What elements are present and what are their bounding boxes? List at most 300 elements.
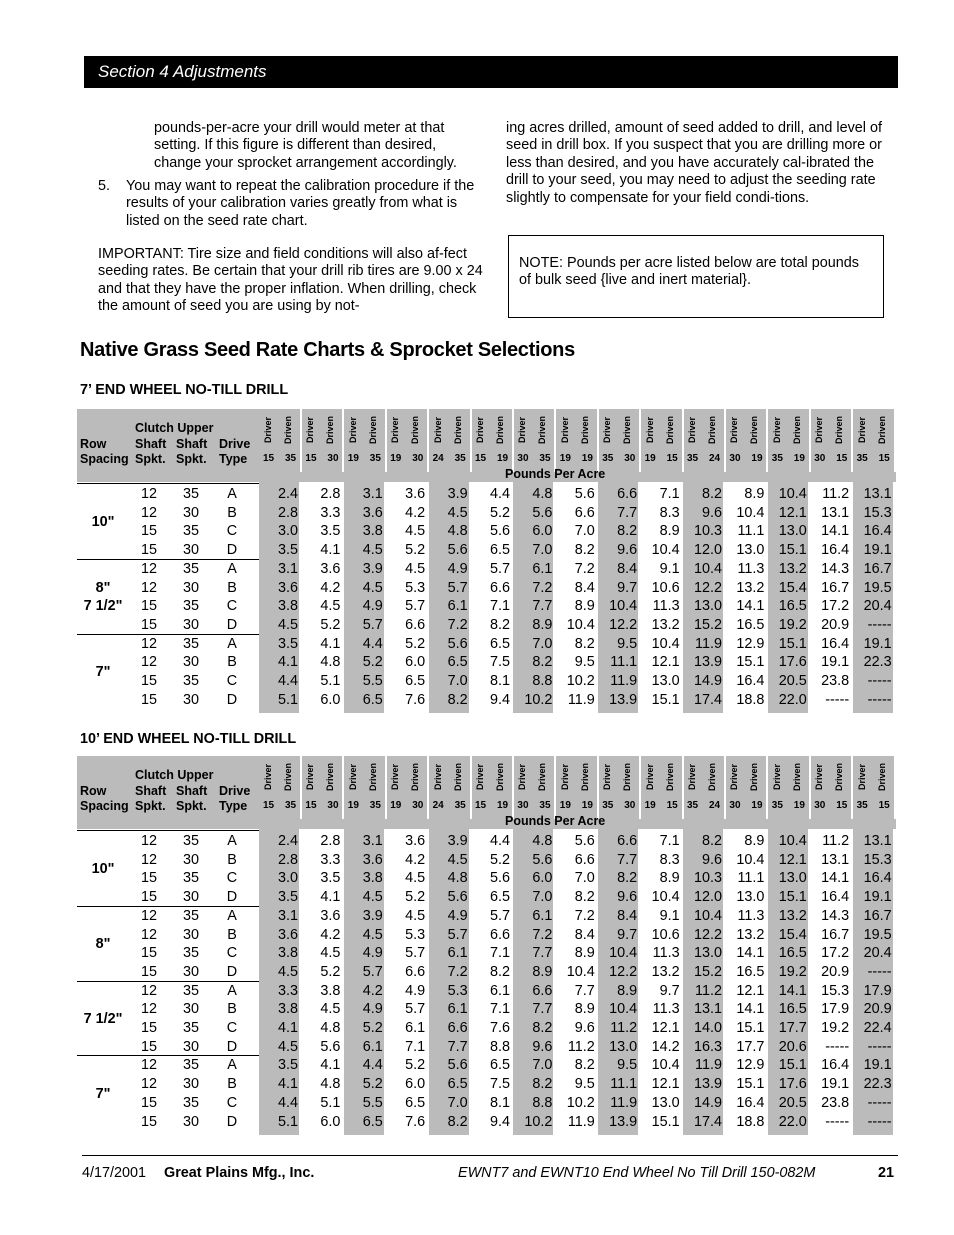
rate-cell: 9.5	[617, 635, 638, 652]
rate-cell: 3.9	[447, 833, 468, 849]
rate-cell: 8.9	[659, 870, 680, 887]
header-driver-teeth: 30	[814, 800, 826, 811]
rate-cell: 6.6	[617, 486, 638, 502]
rate-cell: 13.2	[778, 907, 807, 924]
rate-cell: 5.6	[447, 1057, 468, 1074]
header-driver-label: Driver	[305, 417, 316, 444]
rate-cell: 8.2	[532, 1020, 553, 1036]
drive-type-cell: D	[226, 1113, 238, 1130]
rate-cell: 7.7	[617, 851, 638, 868]
rate-cell: 5.6	[447, 542, 468, 559]
header-driven-label: Driven	[791, 416, 802, 445]
rate-cell: 12.9	[736, 1057, 765, 1074]
header-column-divider	[724, 409, 726, 472]
rate-cell: 16.4	[821, 542, 850, 559]
header-driven-label: Driven	[537, 763, 548, 792]
header-driver-teeth: 15	[263, 800, 275, 811]
rate-cell: 5.2	[320, 963, 341, 980]
header-driver-teeth: 30	[729, 453, 741, 464]
rate-cell: 16.4	[863, 523, 892, 540]
rate-cell: 11.3	[652, 1001, 680, 1018]
rate-cell: 14.1	[778, 982, 807, 999]
rate-cell: 4.4	[489, 833, 510, 849]
header-driver-teeth: 15	[305, 453, 317, 464]
header-driven-teeth: 19	[751, 800, 763, 811]
header-driven-teeth: 15	[836, 453, 848, 464]
rate-cell: 8.9	[532, 616, 553, 633]
rate-cell: 5.2	[362, 1020, 383, 1036]
rate-cell: 4.4	[277, 673, 298, 689]
header-driven-label: Driven	[707, 416, 717, 445]
header-driven-label: Driven	[622, 763, 633, 792]
rate-cell: 5.7	[447, 926, 468, 943]
rate-cell: 5.7	[489, 907, 510, 924]
rate-cell: 7.2	[574, 560, 595, 577]
rate-cell: 3.6	[405, 486, 426, 502]
rate-cell: 17.2	[821, 945, 850, 962]
rate-cell: 16.3	[693, 1038, 722, 1055]
clutch-upper-cell: 15	[140, 1113, 157, 1130]
header-column-divider	[682, 756, 684, 819]
header-driver-teeth: 15	[475, 453, 487, 464]
rate-cell: 7.0	[532, 889, 553, 906]
rate-cell: 10.2	[566, 1094, 595, 1111]
rate-cell: 19.2	[778, 963, 807, 980]
header-driven-label: Driven	[834, 763, 845, 792]
header-driver-label: Driver	[263, 764, 273, 791]
rate-cell: 10.4	[609, 945, 638, 962]
header-column-divider	[766, 756, 768, 819]
rate-cell: 5.7	[405, 945, 426, 962]
rate-cell: 10.4	[736, 851, 765, 868]
header-driven-teeth: 35	[369, 453, 381, 464]
header-row: Row	[80, 437, 107, 451]
rate-cell: 4.5	[362, 889, 383, 906]
rate-cell: 11.1	[737, 523, 765, 540]
row-spacing-label: 8"	[95, 580, 111, 597]
rate-cell: 8.8	[489, 1038, 510, 1055]
rate-cell: 5.2	[405, 1057, 426, 1074]
rate-cell: 8.2	[574, 1057, 595, 1074]
rate-cell: 4.2	[405, 504, 426, 521]
rate-cell: 2.4	[277, 833, 298, 849]
rate-cell: 16.5	[736, 963, 765, 980]
header-driver-teeth: 35	[687, 800, 699, 811]
rate-cell: 10.2	[524, 1113, 553, 1130]
rate-cell: 6.5	[489, 889, 510, 906]
rate-cell: 3.9	[362, 907, 383, 924]
rate-cell: 7.0	[574, 870, 595, 887]
rate-cell: 5.1	[277, 1113, 298, 1130]
rate-cell: 4.5	[447, 504, 468, 521]
rate-cell: 5.2	[320, 616, 341, 633]
header-column-divider	[597, 756, 599, 819]
rate-cell: 4.5	[362, 579, 383, 596]
rate-cell: 8.9	[617, 982, 638, 999]
paragraph-continued: pounds-per-acre your drill would meter at that setting. If this figure is different than desired, change your sprocket arrangement accordingly.	[154, 120, 457, 171]
rate-cell: 12.1	[778, 504, 807, 521]
header-driven-label: Driven	[495, 763, 505, 792]
rate-cell: 10.4	[609, 598, 638, 615]
rate-cell: 8.9	[744, 833, 765, 849]
rate-cell: 7.5	[489, 654, 510, 671]
header-spkt-1: Spkt.	[135, 799, 166, 813]
header-driven-teeth: 35	[539, 453, 551, 464]
rate-cell: 4.8	[447, 870, 468, 887]
rate-cell: 15.1	[778, 635, 807, 652]
header-driven-teeth: 19	[793, 453, 805, 464]
rate-cell: 7.0	[532, 542, 553, 559]
shaft-spkt-cell: 30	[182, 889, 199, 906]
rate-cell: 7.0	[532, 635, 553, 652]
rate-cell: 10.6	[651, 926, 680, 943]
list-number: 5.	[98, 178, 111, 194]
header-driven-label: Driven	[452, 416, 463, 445]
header-column-divider	[724, 756, 726, 819]
rate-cell: 13.0	[736, 889, 765, 906]
header-driver-label: Driver	[729, 417, 740, 444]
header-driver-label: Driver	[602, 764, 613, 791]
header-column-divider	[682, 409, 684, 472]
header-column-divider	[385, 756, 387, 819]
rate-cell: 5.2	[405, 542, 426, 559]
clutch-upper-cell: 12	[140, 560, 157, 577]
rate-cell: 6.6	[574, 504, 595, 521]
shaft-spkt-cell: 35	[182, 870, 199, 887]
rate-cell: 5.7	[447, 579, 468, 596]
rate-cell: 10.3	[693, 523, 722, 540]
header-driver-label: Driver	[475, 417, 485, 444]
rate-cell: 4.5	[405, 560, 426, 577]
header-type: Type	[219, 452, 248, 466]
shaft-spkt-cell: 35	[182, 1057, 199, 1074]
drive-type-cell: B	[227, 1001, 237, 1018]
rate-cell: 7.1	[405, 1038, 426, 1055]
rate-cell: 10.6	[651, 579, 680, 596]
drive-type-cell: B	[227, 1076, 237, 1093]
rate-cell: 8.8	[532, 673, 553, 689]
rate-cell: 18.8	[736, 691, 765, 708]
rate-cell: 19.1	[821, 654, 850, 671]
rate-cell: 9.5	[574, 1076, 595, 1093]
rate-cell: 19.1	[863, 1057, 892, 1074]
header-driven-label: Driven	[283, 416, 293, 445]
rate-cell: 5.3	[405, 926, 426, 943]
rate-cell: 15.1	[736, 1076, 765, 1093]
header-driver-label: Driver	[644, 764, 655, 791]
rate-cell: 5.7	[405, 1001, 426, 1018]
header-column-divider	[342, 756, 344, 819]
rate-cell: 3.3	[320, 851, 341, 868]
rate-cell: 9.4	[489, 691, 510, 708]
clutch-upper-cell: 12	[140, 486, 157, 502]
rate-cell: 4.4	[362, 635, 383, 652]
rate-cell: 10.4	[566, 963, 595, 980]
header-driver-teeth: 19	[390, 453, 402, 464]
clutch-upper-cell: 15	[140, 691, 157, 708]
footer-date: 4/17/2001	[82, 1165, 147, 1181]
rate-cell: 3.8	[320, 982, 341, 999]
rate-cell: 4.9	[362, 945, 383, 962]
rate-cell: 4.9	[362, 1001, 383, 1018]
header-column-divider	[851, 409, 853, 472]
header-driver-teeth: 35	[856, 453, 868, 464]
clutch-upper-cell: 12	[140, 635, 157, 652]
rate-cell: 3.6	[320, 560, 341, 577]
header-driver-teeth: 30	[517, 453, 529, 464]
header-driver-teeth: 24	[432, 800, 444, 811]
rate-cell: 17.7	[778, 1020, 807, 1036]
rate-cell: 13.1	[693, 1001, 722, 1018]
rate-cell: 8.2	[532, 654, 553, 671]
rate-cell: 20.4	[863, 598, 892, 615]
clutch-upper-cell: 15	[140, 1020, 157, 1036]
rate-cell: 7.0	[447, 1094, 468, 1111]
rate-cell: 15.1	[736, 654, 765, 671]
rate-cell: 12.2	[693, 926, 722, 943]
rate-cell: -----	[867, 1113, 892, 1130]
rate-cell: 14.1	[736, 945, 765, 962]
rate-cell: 13.0	[651, 673, 680, 689]
rate-cell: 5.2	[489, 504, 510, 521]
rate-cell: 12.2	[609, 616, 638, 633]
header-column-divider	[554, 756, 556, 819]
rate-cell: 4.9	[447, 560, 468, 577]
rate-cell: 5.2	[489, 851, 510, 868]
rate-cell: 12.1	[651, 1020, 680, 1036]
rate-cell: 12.1	[651, 1076, 680, 1093]
row-spacing-label: 10"	[91, 861, 115, 878]
drive-type-cell: B	[227, 579, 237, 596]
header-drive: Drive	[219, 784, 251, 798]
rate-cell: 15.4	[778, 579, 807, 596]
rate-cell: 15.2	[693, 616, 722, 633]
rate-cell: 3.1	[362, 486, 383, 502]
rate-cell: 3.5	[277, 1057, 298, 1074]
rate-cell: 4.4	[277, 1094, 298, 1111]
rate-cell: 12.0	[693, 889, 722, 906]
important-paragraph: IMPORTANT: Tire size and field conditions will also af-fect seeding rates. Be certain that your drill rib tires are 9.00 x 24 and that they have the proper inflation. When drilling, check the amount of seed you are using by not-	[98, 246, 483, 315]
rate-cell: 6.6	[405, 616, 426, 633]
clutch-upper-cell: 12	[140, 1057, 157, 1074]
drive-type-cell: A	[227, 907, 237, 924]
rate-cell: 3.6	[320, 907, 341, 924]
rate-cell: 4.1	[277, 654, 298, 671]
rate-cell: 11.2	[610, 1020, 638, 1036]
rate-cell: 8.2	[617, 870, 638, 887]
header-driver-label: Driver	[517, 764, 528, 791]
rate-cell: 15.3	[863, 504, 892, 521]
header-driver-teeth: 19	[644, 453, 656, 464]
header-driver-label: Driver	[729, 764, 740, 791]
rate-cell: 23.8	[821, 1094, 850, 1111]
header-driven-label: Driven	[452, 763, 463, 792]
header-driven-label: Driven	[410, 416, 421, 445]
header-shaft-1: Shaft	[135, 784, 167, 798]
header-column-divider	[470, 756, 472, 819]
rate-cell: 8.9	[574, 598, 595, 615]
rate-cell: 6.1	[532, 907, 553, 924]
rate-cell: 2.4	[277, 486, 298, 502]
rate-cell: 7.7	[574, 982, 595, 999]
rate-cell: 3.6	[277, 579, 298, 596]
header-column-divider	[342, 409, 344, 472]
rate-cell: 5.6	[320, 1038, 341, 1055]
clutch-upper-cell: 12	[140, 504, 157, 521]
rate-cell: 13.0	[736, 542, 765, 559]
rate-cell: 12.0	[693, 542, 722, 559]
rate-cell: 14.9	[693, 1094, 722, 1111]
rate-cell: 9.5	[617, 1057, 638, 1074]
rate-cell: 4.2	[362, 982, 383, 999]
rate-cell: 22.3	[863, 1076, 892, 1093]
rate-cell: 3.5	[320, 870, 341, 887]
header-drive: Drive	[219, 437, 251, 451]
rate-cell: 5.6	[447, 889, 468, 906]
rate-cell: 4.1	[320, 542, 341, 559]
rate-cell: 10.4	[566, 616, 595, 633]
rate-cell: 19.5	[863, 579, 892, 596]
header-driven-teeth: 24	[709, 800, 721, 811]
rate-cell: 18.8	[736, 1113, 765, 1130]
rate-cell: 17.9	[863, 982, 892, 999]
header-driven-teeth: 35	[539, 800, 551, 811]
rate-cell: 7.2	[532, 926, 553, 943]
rate-cell: 16.7	[821, 926, 850, 943]
header-driven-teeth: 24	[709, 453, 721, 464]
rate-cell: 7.7	[447, 1038, 468, 1055]
footer-doc-title: EWNT7 and EWNT10 End Wheel No Till Drill 150-082M	[458, 1165, 816, 1181]
clutch-upper-cell: 12	[140, 1001, 157, 1018]
header-driven-label: Driven	[579, 416, 590, 445]
rate-cell: 17.2	[821, 598, 850, 615]
rate-cell: 4.5	[405, 523, 426, 540]
header-driver-label: Driver	[814, 417, 825, 444]
shaft-spkt-cell: 30	[182, 851, 199, 868]
rate-cell: 6.6	[489, 579, 510, 596]
rate-cell: 11.1	[610, 1076, 638, 1093]
clutch-upper-cell: 15	[140, 889, 157, 906]
rate-cell: -----	[867, 963, 892, 980]
header-driver-label: Driver	[390, 764, 401, 791]
rate-cell: 6.0	[405, 654, 426, 671]
rate-cell: 4.8	[320, 654, 341, 671]
header-column-divider	[597, 409, 599, 472]
shaft-spkt-cell: 35	[182, 486, 199, 502]
header-driver-label: Driver	[687, 417, 697, 444]
rate-cell: 4.1	[320, 889, 341, 906]
rate-cell: 3.8	[277, 598, 298, 615]
rate-cell: 15.3	[821, 982, 850, 999]
header-column-divider	[766, 409, 768, 472]
shaft-spkt-cell: 30	[182, 1076, 199, 1093]
header-column-divider	[851, 756, 853, 819]
footer-rule	[82, 1155, 898, 1156]
shaft-spkt-cell: 30	[182, 654, 199, 671]
rate-cell: 16.4	[821, 635, 850, 652]
rate-cell: 17.4	[693, 1113, 722, 1130]
rate-cell: 3.5	[277, 889, 298, 906]
rate-cell: 13.2	[651, 963, 680, 980]
rate-cell: 4.5	[447, 851, 468, 868]
rate-cell: 11.3	[652, 945, 680, 962]
rate-cell: 23.8	[821, 673, 850, 689]
header-driver-teeth: 35	[687, 453, 699, 464]
header-driver-label: Driver	[559, 764, 570, 791]
clutch-upper-cell: 15	[140, 963, 157, 980]
rate-cell: 4.5	[277, 963, 298, 980]
header-driver-teeth: 35	[771, 453, 783, 464]
note-text: NOTE: Pounds per acre listed below are total pounds of bulk seed {live and inert material}.	[519, 255, 859, 289]
rate-cell: 14.3	[821, 907, 850, 924]
shaft-spkt-cell: 30	[182, 579, 199, 596]
header-driven-label: Driven	[495, 416, 505, 445]
header-driven-label: Driven	[876, 763, 887, 792]
rate-cell: 11.2	[567, 1038, 595, 1055]
rate-cell: 4.5	[405, 907, 426, 924]
rate-cell: 15.3	[863, 851, 892, 868]
header-driven-teeth: 19	[497, 453, 509, 464]
header-row: Row	[80, 784, 107, 798]
rate-cell: 9.7	[659, 982, 680, 999]
rate-cell: 9.6	[701, 504, 722, 521]
header-driven-label: Driven	[664, 763, 675, 792]
header-type: Type	[219, 799, 248, 813]
header-driver-teeth: 19	[347, 453, 359, 464]
rate-cell: 8.9	[574, 945, 595, 962]
rate-cell: 6.1	[489, 982, 510, 999]
section-title: Native Grass Seed Rate Charts & Sprocket Selections	[80, 339, 575, 361]
rate-cell: 12.1	[651, 654, 680, 671]
rate-cell: -----	[867, 1038, 892, 1055]
rate-cell: 13.1	[863, 833, 892, 849]
header-driver-teeth: 30	[517, 800, 529, 811]
rate-cell: 13.1	[821, 504, 850, 521]
seed-rate-table-10ft	[77, 756, 896, 1135]
rate-cell: 6.0	[532, 523, 553, 540]
header-driven-label: Driven	[579, 763, 590, 792]
header-spacing: Spacing	[80, 799, 129, 813]
header-driver-teeth: 15	[475, 800, 487, 811]
header-column-divider	[894, 409, 896, 472]
header-column-divider	[809, 756, 811, 819]
rate-cell: 5.1	[277, 691, 298, 708]
rate-cell: 8.2	[447, 691, 468, 708]
rate-cell: 3.0	[277, 523, 298, 540]
header-column-divider	[427, 409, 429, 472]
drive-type-cell: D	[226, 963, 238, 980]
rate-cell: 19.2	[821, 1020, 850, 1036]
rate-cell: 13.0	[693, 598, 722, 615]
clutch-upper-cell: 15	[140, 598, 157, 615]
rate-cell: 8.3	[659, 851, 680, 868]
rate-cell: 5.6	[489, 870, 510, 887]
rate-cell: 6.1	[447, 1001, 468, 1018]
header-driven-teeth: 15	[666, 453, 678, 464]
header-driver-teeth: 35	[602, 800, 614, 811]
header-driven-label: Driven	[707, 763, 717, 792]
rate-cell: 8.2	[532, 1076, 553, 1093]
drive-type-cell: B	[227, 926, 237, 943]
header-column-divider	[894, 756, 896, 819]
rate-cell: 4.1	[320, 1057, 341, 1074]
rate-cell: 16.4	[821, 1057, 850, 1074]
rate-cell: 10.4	[778, 833, 807, 849]
header-driver-label: Driver	[856, 764, 867, 791]
rate-cell: 11.9	[610, 1094, 638, 1111]
rate-cell: 20.5	[778, 673, 807, 689]
shaft-spkt-cell: 30	[182, 1001, 199, 1018]
